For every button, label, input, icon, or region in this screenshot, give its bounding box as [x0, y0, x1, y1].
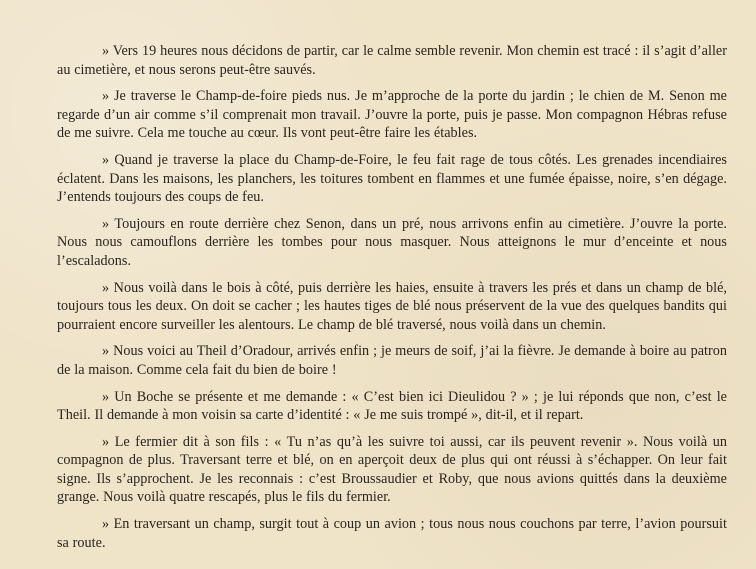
paragraph: » Nous voici au Theil d’Oradour, arrivés enfin ; je meurs de soif, j’ai la fièvre. Je demande à boire au patron de la maison. Comme cela fait du bien de boire !: [57, 343, 727, 378]
paragraph: » Je traverse le Champ-de-foire pieds nus. Je m’approche de la porte du jardin ; le chien de M. Senon me regarde d’un air comme s’il comprenait mon travail. J’ouvre la porte, puis je passe. Mon compagnon Hébras refuse de me suivre. Cela me touche au cœur. Ils vont peut-être faire les étables.: [57, 88, 727, 142]
paragraph: » Le fermier dit à son fils : « Tu n’as qu’à les suivre toi aussi, car ils peuvent revenir ». Nous voilà un compagnon de plus. Traversant terre et blé, on en aperçoit deux de plus qui ont réussi à s’échapper. On leur fait signe. Ils s’approchent. Je les reconnais : c’est Broussaudier et Roby, que nous avions quittés dans la deuxième grange. Nous voilà quatre rescapés, plus le fils du fermier.: [57, 433, 727, 506]
text-column: [57, 42, 727, 552]
paragraph: » En traversant un champ, surgit tout à coup un avion ; tous nous nous couchons par terre, l’avion poursuit sa route.: [57, 516, 727, 551]
paragraph: » Toujours en route derrière chez Senon, dans un pré, nous arrivons enfin au cimetière. J’ouvre la porte. Nous nous camouflons derrière les tombes pour nous masquer. Nous atteignons le mur d’enceinte et nous l’escaladons.: [57, 215, 727, 269]
paragraph: » Un Boche se présente et me demande : « C’est bien ici Dieulidou ? » ; je lui réponds que non, c’est le Theil. Il demande à mon voisin sa carte d’identité : « Je me suis trompé », dit-il, et il repart.: [57, 388, 727, 424]
paragraph: » Vers 19 heures nous décidons de partir, car le calme semble revenir. Mon chemin est tracé : il s’agit d’aller au cimetière, et nous serons peut-être sauvés.: [57, 43, 727, 78]
paragraph: » Quand je traverse la place du Champ-de-Foire, le feu fait rage de tous côtés. Les grenades incendiaires éclatent. Dans les maisons, les planchers, les toitures tombent en flammes et une fumée épaisse, noire, s’en dégage. J’entends toujours des coups de feu.: [57, 151, 727, 206]
paragraph: » Nous voilà dans le bois à côté, puis derrière les haies, ensuite à travers les prés et dans un champ de blé, toujours tous les deux. On doit se cacher ; les hautes tiges de blé nous préservent de la vue des quelques bandits qui pourraient encore surveiller les alentours. Le champ de blé traversé, nous voilà dans un chemin.: [57, 279, 727, 333]
